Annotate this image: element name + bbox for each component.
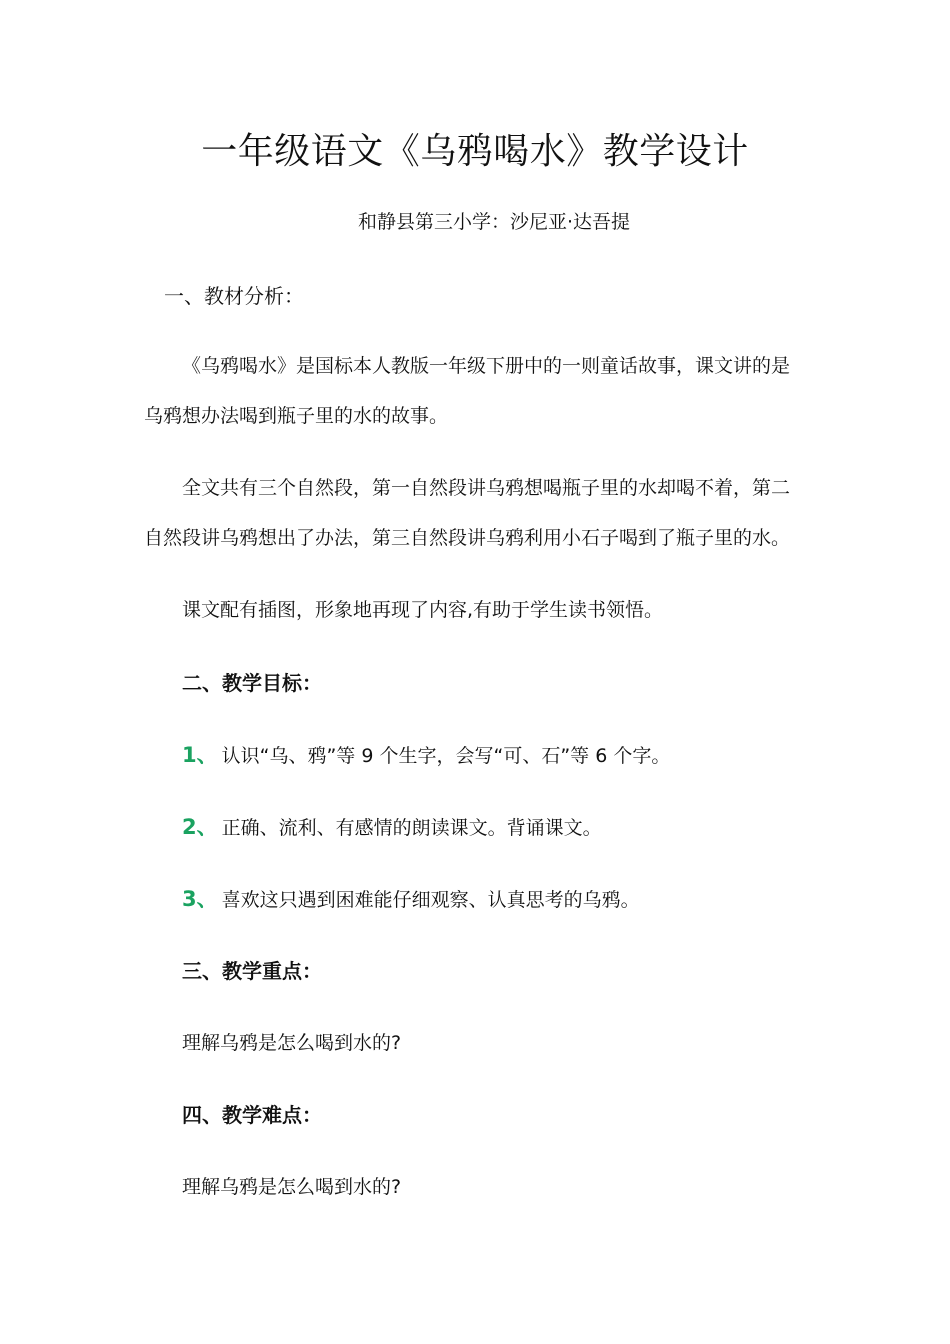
difficulties-text: 理解乌鸦是怎么喝到水的? bbox=[182, 1176, 402, 1198]
key-points-text: 理解乌鸦是怎么喝到水的? bbox=[182, 1032, 402, 1054]
paragraph-2-line-1: 全文共有三个自然段，第一自然段讲乌鸦想喝瓶子里的水却喝不着，第二 bbox=[182, 477, 791, 499]
list-number: 1、 bbox=[182, 743, 218, 767]
paragraph-3: 课文配有插图，形象地再现了内容,有助于学生读书领悟。 bbox=[182, 599, 664, 621]
section-heading-textbook-analysis: 一、教材分析： bbox=[164, 284, 304, 308]
list-number: 2、 bbox=[182, 815, 218, 839]
list-item-text: 正确、流利、有感情的朗读课文。背诵课文。 bbox=[221, 817, 602, 839]
list-item bbox=[182, 813, 602, 842]
paragraph-1-line-2: 乌鸦想办法喝到瓶子里的水的故事。 bbox=[144, 405, 449, 427]
document-title: 一年级语文《乌鸦喝水》教学设计 bbox=[201, 131, 749, 172]
author-line: 和静县第三小学：沙尼亚·达吾提 bbox=[358, 211, 631, 233]
section-heading-teaching-goals: 二、教学目标： bbox=[182, 671, 322, 695]
list-number: 3、 bbox=[182, 887, 218, 911]
section-heading-key-points: 三、教学重点： bbox=[182, 959, 322, 983]
list-item bbox=[182, 885, 640, 914]
list-item-text: 喜欢这只遇到困难能仔细观察、认真思考的乌鸦。 bbox=[221, 889, 640, 911]
paragraph-1-line-1: 《乌鸦喝水》是国标本人教版一年级下册中的一则童话故事，课文讲的是 bbox=[182, 355, 791, 377]
list-item-text: 认识“乌、鸦”等 9 个生字，会写“可、石”等 6 个字。 bbox=[221, 745, 671, 767]
list-item bbox=[182, 741, 670, 770]
section-heading-difficulties: 四、教学难点： bbox=[182, 1103, 322, 1127]
paragraph-2-line-2: 自然段讲乌鸦想出了办法，第三自然段讲乌鸦利用小石子喝到了瓶子里的水。 bbox=[144, 527, 791, 549]
